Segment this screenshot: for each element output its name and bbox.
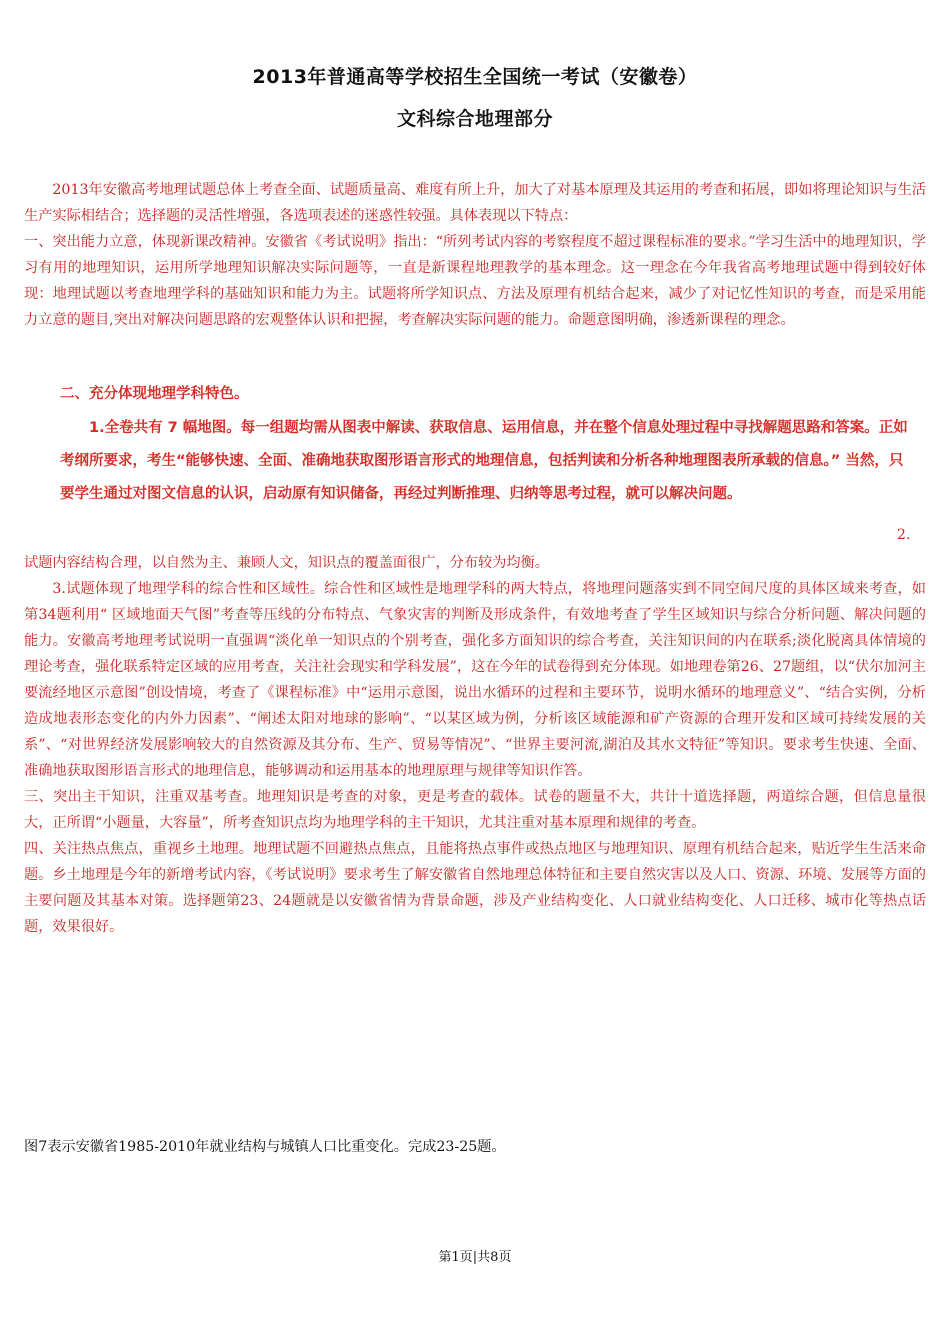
intro-paragraph: 2013年安徽高考地理试题总体上考查全面、试题质量高、难度有所上升，加大了对基本原理及其运用的考查和拓展，即如将理论知识与生活生产实际相结合；选择题的灵活性增强，各选项表述的迷惑性较强。具体表现以下特点： — [24, 182, 926, 224]
point-3-paragraph: 3.试题体现了地理学科的综合性和区域性。综合性和区域性是地理学科的两大特点，将地理问题落实到不同空间尺度的具体区域来考查，如第34题利用“ 区域地面天气图”考查等压线的分布特点、气象灾害的判断及形成条件，有效地考查了学生区域知识与综合分析问题、解决问题的能力。安徽高考地理考试说明一直强调“淡化单一知识点的个别考查，强化多方面知识的综合考查，关注知识间的内在联系;淡化脱离具体情境的理论考查，强化联系特定区域的应用考查，关注社会现实和学科发展”，这在今年的试卷得到充分体现。如地理卷第26、27题组，以“伏尔加河主要流经地区示意图”创设情境，考查了《课程标准》中“运用示意图，说出水循环的过程和主要环节，说明水循环的地理意义”、“结合实例，分析造成地表形态变化的内外力因素”、“阐述太阳对地球的影响”、“以某区域为例，分析该区域能源和矿产资源的合理开发和区域可持续发展的关系”、“对世界经济发展影响较大的自然资源及其分布、生产、贸易等情况”、“世界主要河流,湖泊及其水文特征”等知识。要求考生快速、全面、准确地获取图形语言形式的地理信息，能够调动和运用基本的地理原理与规律等知识作答。 — [24, 581, 926, 779]
points-block — [24, 550, 926, 940]
section-4-paragraph: 四、关注热点焦点，重视乡土地理。地理试题不回避热点焦点，且能将热点事件或热点地区与地理知识、原理有机结合起来，贴近学生生活来命题。乡土地理是今年的新增考试内容，《考试说明》要求考生了解安徽省自然地理总体特征和主要自然灾害以及人口、资源、环境、发展等方面的主要问题及其基本对策。选择题第23、24题就是以安徽省情为背景命题，涉及产业结构变化、人口就业结构变化、人口迁移、城市化等热点话题，效果很好。 — [24, 841, 926, 935]
section-2-body — [60, 412, 910, 511]
question-intro: 图7表示安徽省1985-2010年就业结构与城镇人口比重变化。完成23-25题。 — [24, 1139, 506, 1155]
section-2-point-1: 1.全卷共有 7 幅地图。每一组题均需从图表中解读、获取信息、运用信息，并在整个信息处理过程中寻找解题思路和答案。正如考纲所要求，考生“能够快速、全面、准确地获取图形语言形式的地理信息，包括判读和分析各种地理图表所承载的信息。” 当然，只要学生通过对图文信息的认识，启动原有知识储备，再经过判断推理、归纳等思考过程，就可以解决问题。 — [60, 420, 908, 502]
page-footer: 第1页|共8页 — [438, 1250, 512, 1265]
section-2-heading: 二、充分体现地理学科特色。 — [60, 386, 249, 402]
point-2-marker: 2. — [897, 527, 911, 543]
section-3-paragraph: 三、突出主干知识，注重双基考查。地理知识是考查的对象，更是考查的载体。试卷的题量不大，共计十道选择题，两道综合题，但信息量很大，正所谓“小题量，大容量”，所考查知识点均为地理学科的主干知识，尤其注重对基本原理和规律的考查。 — [24, 789, 926, 831]
section-1-paragraph: 一、突出能力立意，体现新课改精神。安徽省《考试说明》指出：“所列考试内容的考察程度不超过课程标准的要求。”学习生活中的地理知识，学习有用的地理知识，运用所学地理知识解决实际问题等，一直是新课程地理教学的基本理念。这一理念在今年我省高考地理试题中得到较好体现：地理试题以考查地理学科的基础知识和能力为主。试题将所学知识点、方法及原理有机结合起来，减少了对记忆性知识的考查，而是采用能力立意的题目,突出对解决问题思路的宏观整体认识和把握，考查解决实际问题的能力。命题意图明确，渗透新课程的理念。 — [24, 234, 926, 328]
intro-block — [24, 177, 926, 333]
point-2-paragraph: 试题内容结构合理，以自然为主、兼顾人文，知识点的覆盖面很广，分布较为均衡。 — [24, 555, 549, 571]
document-title: 2013年普通高等学校招生全国统一考试（安徽卷） — [252, 66, 698, 88]
document-subtitle: 文科综合地理部分 — [396, 108, 553, 130]
